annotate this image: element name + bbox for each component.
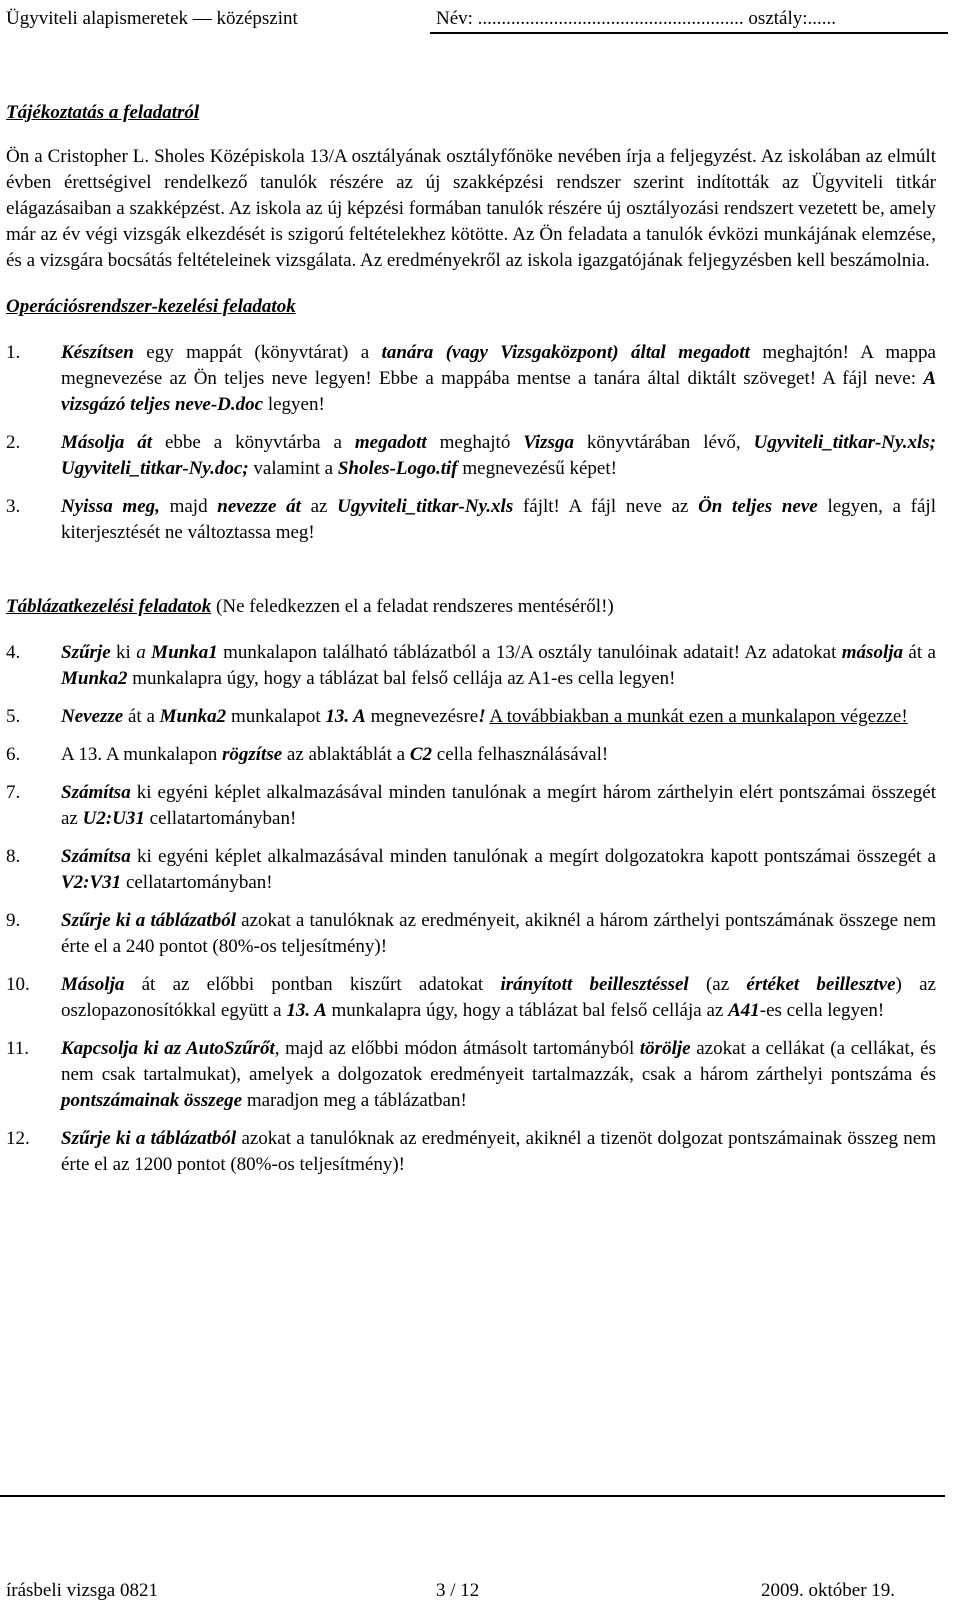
task-4 (6, 640, 936, 692)
task-number: 6. (6, 744, 21, 765)
task-number: 9. (6, 910, 21, 931)
task-text: Szűrje ki a táblázatból azokat a tanulóknak az eredményeit, akiknél a tizenöt dolgozat pontszámainak összeg nem érte el az 1200 pontot (80%-os teljesítmény)! (61, 1128, 936, 1175)
task-number: 1. (6, 342, 21, 363)
task-text: Nyissa meg, majd nevezze át az Ugyviteli_titkar-Ny.xls fájlt! A fájl neve az Ön teljes neve legyen, a fájl kiterjesztését ne változtassa meg! (61, 496, 936, 543)
task-12 (6, 1126, 936, 1178)
document-title: Ügyviteli alapismeretek — középszint (6, 8, 298, 29)
name-class-field: Név: ........................................................ osztály:...... (436, 8, 837, 29)
table-heading: Táblázatkezelési feladatok (6, 596, 212, 617)
intro-paragraph: Ön a Cristopher L. Sholes Középiskola 13/A osztályának osztályfőnöke nevében írja a feljegyzést. Az iskolában az elmúlt évben érettségivel rendelkező tanulók részére az új szakképzési rendszer szerint indították az Ügyviteli titkár elágazásaiban a szakképzést. Az iskola az új képzési formában tanulók részére új osztályozási rendszert vezetett be, amely már az év végi vizsgák elkezdését is szigorú feltételekhez kötötte. Az Ön feladata a tanulók évközi munkájának elemzése, és a vizsgára bocsátás feltételeinek vizsgálata. Az eredményekről az iskola igazgatójának feljegyzésben kell beszámolnia. (6, 146, 936, 271)
task-number: 7. (6, 782, 21, 803)
task-number: 2. (6, 432, 21, 453)
task-number: 5. (6, 706, 21, 727)
task-5 (6, 704, 936, 730)
task-text: Számítsa ki egyéni képlet alkalmazásával minden tanulónak a megírt dolgozatokra kapott pontszámai összegét a V2:V31 cellatartományban! (61, 846, 936, 893)
task-3 (6, 494, 936, 546)
table-heading-note: (Ne feledkezzen el a feladat rendszeres mentéséről!) (211, 596, 614, 617)
task-text: Szűrje ki a Munka1 munkalapon található táblázatból a 13/A osztály tanulóinak adatait! Az adatokat másolja át a Munka2 munkalapra úgy, hogy a táblázat bal felső cellája az A1-es cella legyen! (61, 642, 936, 689)
task-text: Kapcsolja ki az AutoSzűrőt, majd az előbbi módon átmásolt tartományból törölje azokat a cellákat (a cellákat, és nem csak tartalmukat), amelyek a dolgozatok eredményeit tartalmazzák, csak a három zárthelyi pontszáma és pontszámainak összege maradjon meg a táblázatban! (61, 1038, 936, 1111)
table-heading-line (6, 594, 936, 620)
task-text: A 13. A munkalapon rögzítse az ablaktáblát a C2 cella felhasználásával! (61, 744, 609, 765)
exam-label: írásbeli vizsga 0821 (6, 1580, 158, 1601)
task-text: Nevezze át a Munka2 munkalapot 13. A megnevezésre! A továbbiakban a munkát ezen a munkalapon végezze! (61, 706, 908, 727)
task-number: 11. (6, 1038, 30, 1059)
task-text: Számítsa ki egyéni képlet alkalmazásával minden tanulónak a megírt három zárthelyin elért pontszámai összegét az U2:U31 cellatartományban! (61, 782, 936, 829)
task-8 (6, 844, 936, 896)
page-content (6, 100, 936, 1178)
page-number: 3 / 12 (436, 1580, 480, 1601)
exam-date: 2009. október 19. (761, 1580, 896, 1601)
task-10 (6, 972, 936, 1024)
task-text: Másolja át ebbe a könyvtárba a megadott meghajtó Vizsga könyvtárában lévő, Ugyviteli_titkar-Ny.xls; Ugyviteli_titkar-Ny.doc; valamint a Sholes-Logo.tif megnevezésű képet! (61, 432, 937, 479)
task-number: 4. (6, 642, 21, 663)
task-9 (6, 908, 936, 960)
page-header (6, 6, 948, 30)
task-number: 10. (6, 974, 30, 995)
task-11 (6, 1036, 936, 1114)
header-rule (430, 32, 948, 34)
task-text: Másolja át az előbbi pontban kiszűrt adatokat irányított beillesztéssel (az értéket beillesztve) az oszlopazonosítókkal együtt a 13. A munkalapra úgy, hogy a táblázat bal felső cellája az A41-es cella legyen! (61, 974, 936, 1021)
task-2 (6, 430, 936, 482)
footer-rule (0, 1495, 945, 1497)
task-1 (6, 340, 936, 418)
task-number: 8. (6, 846, 21, 867)
task-6 (6, 742, 936, 768)
task-number: 12. (6, 1128, 30, 1149)
task-text: Készítsen egy mappát (könyvtárat) a tanára (vagy Vizsgaközpont) által megadott meghajtón! A mappa megnevezése az Ön teljes neve legyen! Ebbe a mappába mentse a tanára által diktált szöveget! A fájl neve: A vizsgázó teljes neve-D.doc legyen! (61, 342, 936, 415)
info-heading: Tájékoztatás a feladatról (6, 102, 200, 123)
task-text: Szűrje ki a táblázatból azokat a tanulóknak az eredményeit, akiknél a három zárthelyi pontszámának összege nem érte el a 240 pontot (80%-os teljesítmény)! (61, 910, 936, 957)
os-heading: Operációsrendszer-kezelési feladatok (6, 296, 296, 317)
task-number: 3. (6, 496, 21, 517)
task-7 (6, 780, 936, 832)
